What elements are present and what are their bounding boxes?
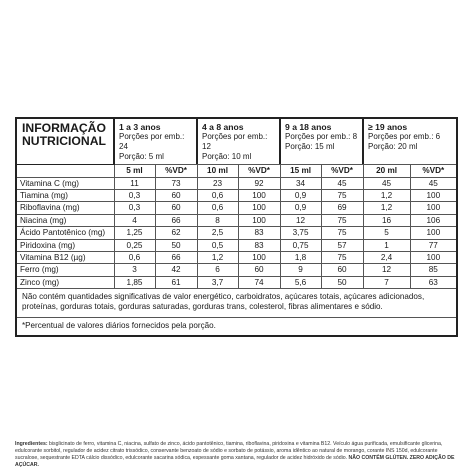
nutrient-amount: 3,7 [197,276,238,288]
nutrient-amount: 5 [363,227,410,239]
nutrient-amount: 45 [363,177,410,189]
nutrient-amount: 1,85 [114,276,155,288]
nutrient-daily-value: 85 [410,264,457,276]
group-4-to-8 [197,118,280,164]
group-title: 1 a 3 anos [119,122,161,132]
column-header-row [16,165,457,177]
nutrient-name: Piridoxina (mg) [16,239,114,251]
nutrient-daily-value: 100 [238,214,280,226]
nutrient-amount: 0,3 [114,202,155,214]
nutrient-daily-value: 75 [321,252,363,264]
group-1-to-3 [114,118,197,164]
nutrient-amount: 23 [197,177,238,189]
nutrient-amount: 0,5 [197,239,238,251]
nutrient-daily-value: 75 [321,227,363,239]
nutrient-amount: 1,8 [280,252,321,264]
column-header: 5 ml [114,165,155,177]
title-line-2: NUTRICIONAL [22,133,106,148]
nutrient-amount: 3 [114,264,155,276]
group-title: 4 a 8 anos [202,122,244,132]
nutrient-amount: 1,2 [197,252,238,264]
gluten-warning: NÃO CONTÉM GLÚTEN. [348,454,409,461]
nutrient-amount: 7 [363,276,410,288]
nutrient-daily-value: 66 [155,252,197,264]
nutrient-amount: 0,6 [197,189,238,201]
table-row [16,189,457,201]
nutrient-amount: 5,6 [280,276,321,288]
nutrient-rows [16,177,457,289]
nutrient-amount: 9 [280,264,321,276]
nutrient-daily-value: 100 [410,189,457,201]
table-row [16,214,457,226]
nutrient-daily-value: 100 [238,252,280,264]
column-header: %VD* [238,165,280,177]
nutrient-name: Tiamina (mg) [16,189,114,201]
column-header: 10 ml [197,165,238,177]
nutrient-daily-value: 100 [410,252,457,264]
nutrient-name: Riboflavina (mg) [16,202,114,214]
ingredients-list: bisglicinato de ferro, vitamina C, niacina, sulfato de zinco, ácido pantotênico, tiamina, riboflavina, piridoxina e vitamina B12. Veículo água purificada, emulsificante glicerina, edulcorante sorbitol, regulador de acidez citrato trissódico, conservante benzoato de sódio e sorbato de potássio, aroma idêntico ao natural de morango, corante INS 150d, edulcorante sucralose, sequestrante EDTA cálcio dissódico, edulcorante sacarina sódica, espessante goma xantana, regulador de acidez hidróxido de sódio. [15,441,443,461]
nutrient-amount: 2,5 [197,227,238,239]
nutrient-daily-value: 100 [238,202,280,214]
nutrient-daily-value: 45 [321,177,363,189]
nutrient-daily-value: 60 [238,264,280,276]
daily-value-footnote: *Percentual de valores diários fornecidos pela porção. [16,317,457,336]
nutrient-amount: 0,25 [114,239,155,251]
table-row [16,202,457,214]
sugar-claim: ZERO ADIÇÃO DE AÇÚCAR. [15,454,455,468]
group-portions: Porções por emb.: 12 [202,132,268,151]
nutrient-daily-value: 69 [321,202,363,214]
group-19-plus [363,118,457,164]
ingredients-text [15,441,458,468]
nutrient-daily-value: 66 [155,214,197,226]
table-title [16,118,114,165]
nutrient-amount: 1,2 [363,202,410,214]
table-row [16,239,457,251]
nutrient-name: Ácido Pantotênico (mg) [16,227,114,239]
group-title: 9 a 18 anos [285,122,332,132]
nutrient-daily-value: 75 [321,189,363,201]
nutrient-amount: 12 [363,264,410,276]
note-row [16,289,457,317]
nutrient-name: Ferro (mg) [16,264,114,276]
nutrient-amount: 34 [280,177,321,189]
nutrient-daily-value: 42 [155,264,197,276]
nutrient-daily-value: 62 [155,227,197,239]
nutrient-daily-value: 73 [155,177,197,189]
nutrient-daily-value: 75 [321,214,363,226]
title-line-1: INFORMAÇÃO [22,121,106,135]
group-header-row [16,118,457,164]
nutrient-daily-value: 50 [155,239,197,251]
nutrient-daily-value: 83 [238,227,280,239]
nutrient-amount: 0,9 [280,189,321,201]
nutrient-daily-value: 60 [155,202,197,214]
nutrient-daily-value: 45 [410,177,457,189]
group-portions: Porções por emb.: 8 [285,132,358,142]
nutrient-amount: 11 [114,177,155,189]
column-header: %VD* [410,165,457,177]
footnote-row [16,317,457,336]
nutrient-daily-value: 100 [238,189,280,201]
ingredients-label: Ingredientes: [15,441,48,447]
nutrient-amount: 0,75 [280,239,321,251]
nutrient-amount: 3,75 [280,227,321,239]
nutrient-daily-value: 61 [155,276,197,288]
nutrient-daily-value: 60 [321,264,363,276]
nutrient-daily-value: 83 [238,239,280,251]
nutrient-daily-value: 77 [410,239,457,251]
nutrient-amount: 2,4 [363,252,410,264]
column-header: %VD* [155,165,197,177]
nutrient-amount: 16 [363,214,410,226]
nutrient-daily-value: 60 [155,189,197,201]
nutrient-daily-value: 50 [321,276,363,288]
nutrient-daily-value: 92 [238,177,280,189]
nutrient-daily-value: 74 [238,276,280,288]
nutrient-daily-value: 100 [410,202,457,214]
nutrient-name: Vitamina C (mg) [16,177,114,189]
table-row [16,177,457,189]
group-portion: Porção: 5 ml [119,151,164,161]
nutrient-name: Zinco (mg) [16,276,114,288]
group-portions: Porções por emb.: 24 [119,132,185,151]
nutrient-daily-value: 106 [410,214,457,226]
nutrient-amount: 1,2 [363,189,410,201]
nutrient-amount: 12 [280,214,321,226]
nutrient-amount: 0,6 [197,202,238,214]
group-portions: Porções por emb.: 6 [368,132,441,142]
nutrient-daily-value: 63 [410,276,457,288]
group-portion: Porção: 20 ml [368,141,418,151]
nutrient-name: Vitamina B12 (µg) [16,252,114,264]
group-9-to-18 [280,118,363,164]
group-portion: Porção: 10 ml [202,151,252,161]
table-row [16,276,457,288]
table-row [16,264,457,276]
group-portion: Porção: 15 ml [285,141,335,151]
nutrient-daily-value: 57 [321,239,363,251]
nutrition-label [15,117,456,337]
table-row [16,252,457,264]
column-header: 15 ml [280,165,321,177]
nutrient-note: Não contém quantidades significativas de valor energético, carboidratos, açúcares totais, açúcares adicionados, proteínas, gorduras totais, gorduras saturadas, gorduras trans, colesterol, fibras alimentares e sódio. [16,289,457,317]
nutrient-amount: 0,9 [280,202,321,214]
nutrient-amount: 1 [363,239,410,251]
nutrient-amount: 1,25 [114,227,155,239]
nutrition-table [15,117,458,337]
nutrient-amount: 8 [197,214,238,226]
nutrient-amount: 0,3 [114,189,155,201]
column-header: 20 ml [363,165,410,177]
nutrient-amount: 4 [114,214,155,226]
table-row [16,227,457,239]
nutrient-amount: 0,6 [114,252,155,264]
nutrient-name: Niacina (mg) [16,214,114,226]
column-header: %VD* [321,165,363,177]
nutrient-daily-value: 100 [410,227,457,239]
nutrient-amount: 6 [197,264,238,276]
group-title: ≥ 19 anos [368,122,408,132]
